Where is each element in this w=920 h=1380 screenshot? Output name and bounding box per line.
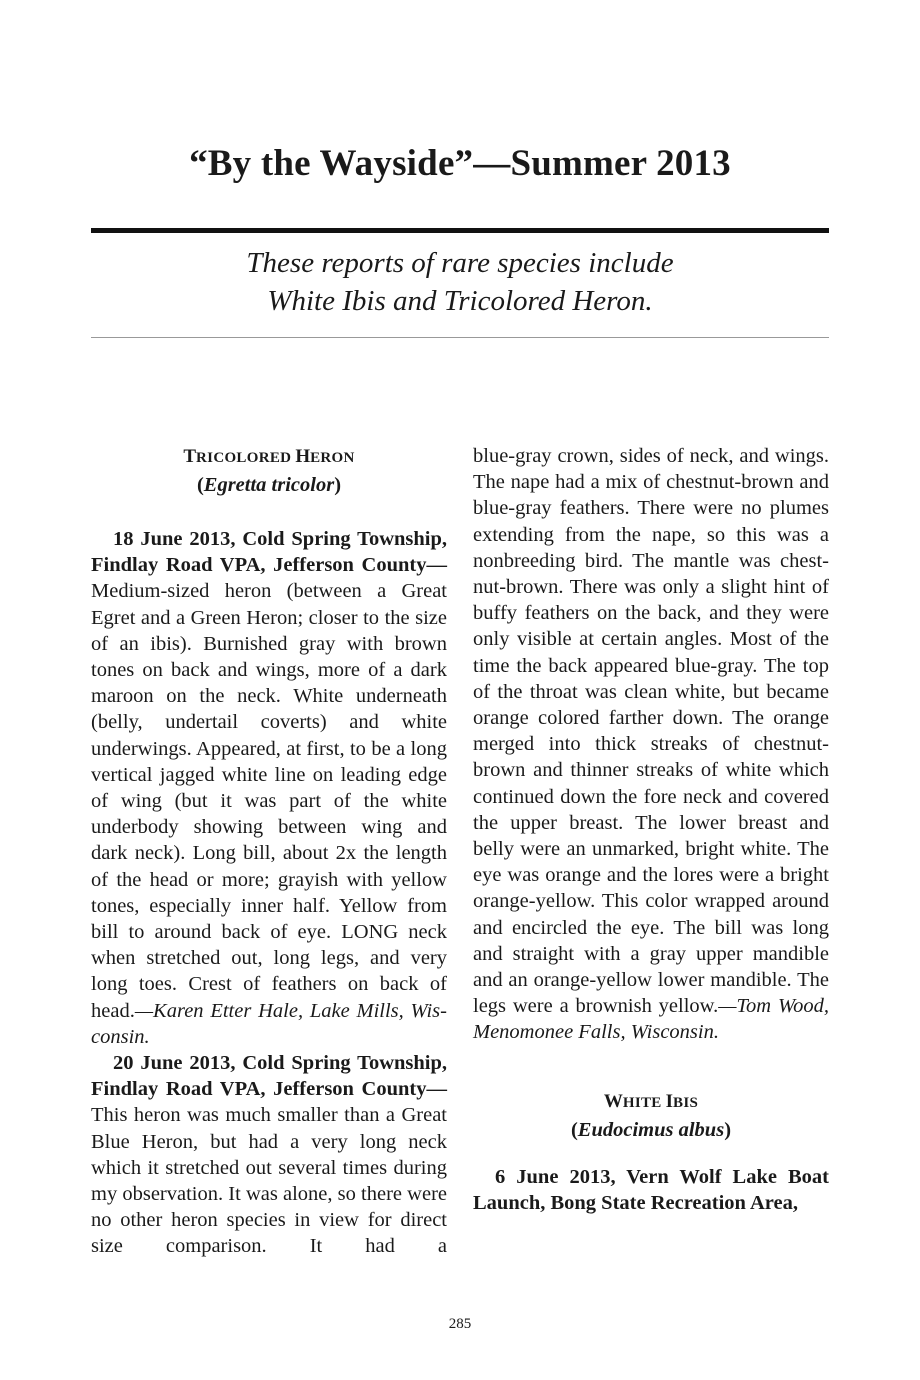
report-heading: 20 June 2013, Cold Spring Township, Findlay Road VPA, Jefferson County— [91,1052,447,1101]
section-heading-white-ibis: WHITE IBIS [603,1090,699,1112]
scientific-name-white-ibis: (Eudocimus albus) [570,1118,732,1141]
report-body: Medium-sized heron (between a Great Egret and a Green Heron; closer to the size of an ibis). Burnished gray with brown tones on back and wings, more of a dark maroon on the neck. White underneath (belly, undertail coverts) and white underwings. Appeared, at first, to be a long vertical jagged white line on leading edge of wing (but it was part of the white underbody showing between wing and dark neck). Long bill, about 2x the length of the head or more; grayish with yellow tones, especially inner half. Yellow from bill to around back of eye. LONG neck when stretched out, long legs, and very long toes. Crest of feathers on back of head. [91,580,447,1022]
report-heading: 18 June 2013, Cold Spring Township, Findlay Road VPA, Jefferson County— [91,528,447,577]
subtitle [91,244,829,320]
left-column [91,443,447,1260]
page-number: 285 [448,1316,472,1332]
subtitle-rule [91,337,829,338]
subtitle-line-2: White Ibis and Tricolored Heron. [267,285,653,317]
section-heading-tricolored-heron: TRICOLORED HERON [183,446,355,467]
report-paragraph [91,526,447,1050]
page-title: “By the Wayside”—Summer 2013 [189,143,731,184]
subtitle-line-1: These reports of rare species include [246,247,674,279]
report-observer: —Karen Etter Hale, Lake Mills, Wisconsin. [91,999,447,1048]
title-rule [91,228,829,233]
report-observer: —Tom Wood, Menomonee Falls, Wisconsin. [473,995,830,1044]
report-body: blue-gray crown, sides of neck, and wings. The nape had a mix of chestnut-brown and blue-gray feathers. There were no plumes extending from the nape, so this was a nonbreeding bird. The mantle was chestnut-brown. There was only a slight hint of buffy feathers on the back, and they were only visible at certain angles. Most of the time the back appeared blue-gray. The top of the throat was clean white, but became orange colored farther down. The orange merged into thick streaks of chestnut-brown and thinner streaks of white which continued down the fore neck and covered the upper breast. The lower breast and belly were an unmarked, bright white. The eye was orange and the lores were a bright orange-yellow. This color wrapped around and encircled the eye. The bill was long and straight with a gray upper mandible and an orange-yellow lower mandible. The legs were a brownish yellow. [473,445,829,1018]
scientific-name-tricolored-heron: (Egretta tricolor) [196,474,342,496]
right-column [473,443,829,1216]
report-paragraph [473,1164,829,1216]
report-paragraph [91,1050,447,1260]
report-continuation [473,443,829,1046]
report-body: This heron was much smaller than a Great Blue Heron, but had a very long neck which it stretched out several times during my observation. It was alone, so there were no other heron species in view for direct size comparison. It had a [91,1104,447,1258]
report-heading: 6 June 2013, Vern Wolf Lake Boat Launch, Bong State Recreation Area, [473,1165,829,1214]
